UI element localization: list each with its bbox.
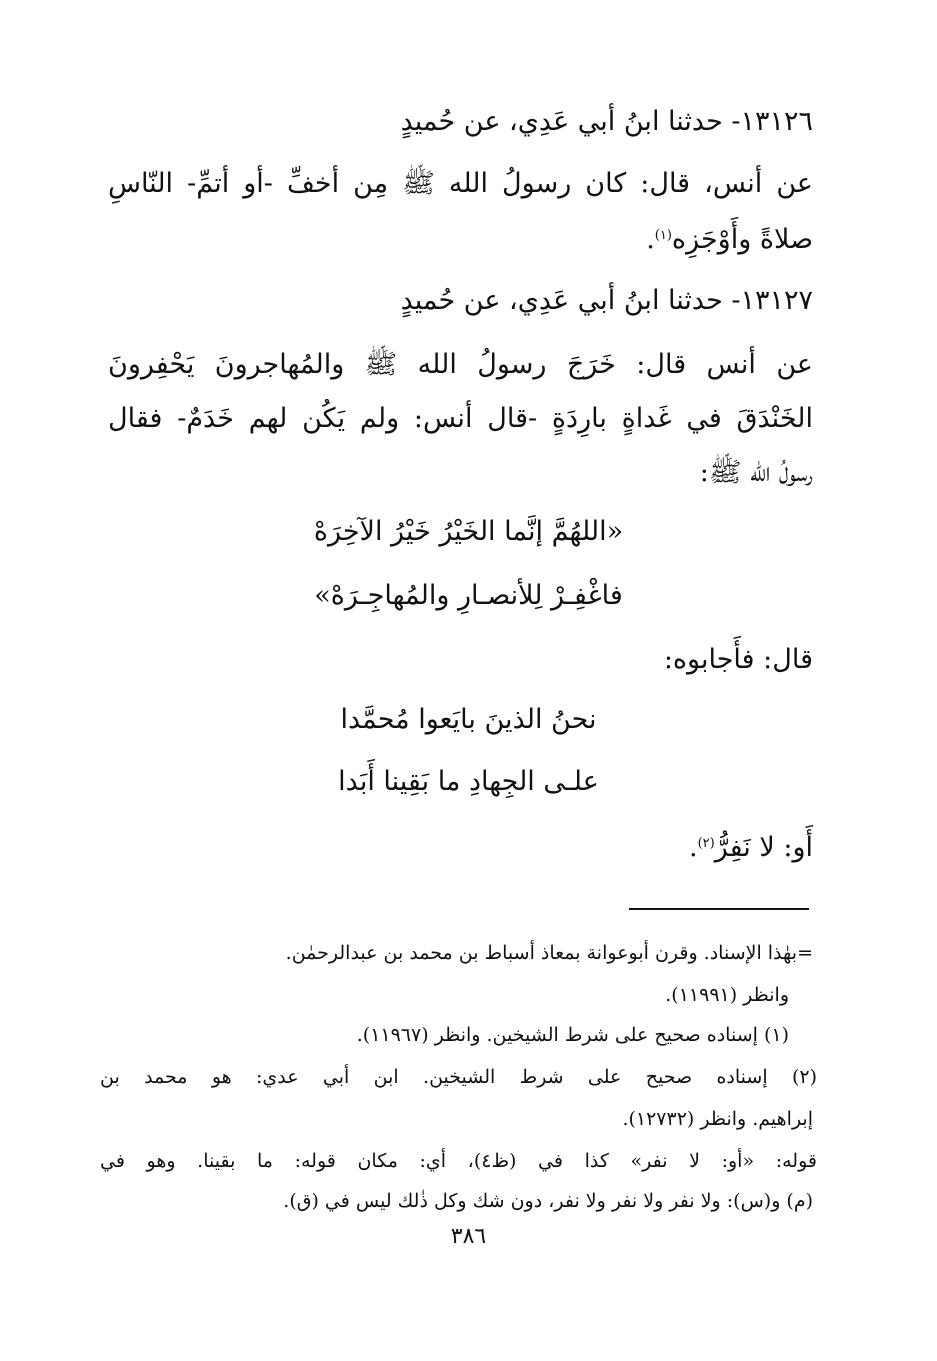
closing-line [689,828,813,868]
punctuation: . [646,224,655,255]
footnote-2-line-4: (م) و(س): ولا نفر ولا نفر ولا نفر، دون شك وكل ذٰلك ليس في (ق). [283,1190,813,1212]
hadith-13126-text: صلاةً وأَوْجَزِه [671,224,813,255]
footnote-1: (١) إسناده صحيح على شرط الشيخين. وانظر (١١٩٦٧). [356,1024,789,1046]
footnote-separator [629,908,809,910]
poem-verse-3: نحنُ الذينَ بايَعوا مُحمَّدا [340,704,597,735]
footnote-continuation-line-1: =بهٰذا الإسناد. وقرن أبوعوانة بمعاذ أسباط بن محمد بن عبدالرحمٰن. [285,942,813,964]
footnote-2-line-3: قوله: «أو: لا نفر» كذا في (ظ٤)، أي: مكان قوله: ما بقينا. وهو في [100,1150,817,1172]
footnote-2-line-1: (٢) إسناده صحيح على شرط الشيخين. ابن أبي عدي: هو محمد بن [100,1066,817,1088]
hadith-13127-text-line-3: رسولُ الله ﷺ: [699,457,813,488]
hadith-13126-chain: ١٣١٢٦- حدثنا ابنُ أبي عَدِي، عن حُميدٍ [400,106,813,137]
footnote-ref-2: (٢) [697,836,715,851]
poem-verse-1: «اللهُمَّ إنَّما الخَيْرُ خَيْرُ الآخِرَهْ [313,516,624,547]
poem-verse-4: علـى الجِهادِ ما بَقِينا أَبَدا [338,766,599,797]
punctuation: . [688,832,698,863]
footnote-2-line-2: إبراهيم. وانظر (١٢٧٣٢). [622,1108,813,1130]
page-number: ٣٨٦ [450,1224,487,1249]
hadith-13126-text-line-1: عن أنس، قال: كان رسولُ الله ﷺ مِن أخفِّ -أو أتمِّ- النّاسِ [108,168,813,199]
reply-intro: قال: فأَجابوه: [663,644,813,675]
poem-verse-2: فاغْفِـرْ لِلأنصـارِ والمُهاجِـرَهْ» [314,580,623,611]
hadith-13127-text-line-1: عن أنس قال: خَرَجَ رسولُ الله ﷺ والمُهاجرونَ يَحْفِرونَ [108,349,813,380]
hadith-13127-text-line-2: الخَنْدَقَ في غَداةٍ بارِدَةٍ -قال أنس: ولم يَكُن لهم خَدَمٌ- فقال [108,403,813,434]
footnote-ref-1: (١) [654,228,672,243]
footnote-continuation-line-2: وانظر (١١٩٩١). [665,984,789,1006]
closing-text: أَو: لا نَفِرُّ [714,832,813,863]
hadith-13127-chain: ١٣١٢٧- حدثنا ابنُ أبي عَدِي، عن حُميدٍ [400,285,813,316]
hadith-13126-text-line-2 [646,220,813,260]
